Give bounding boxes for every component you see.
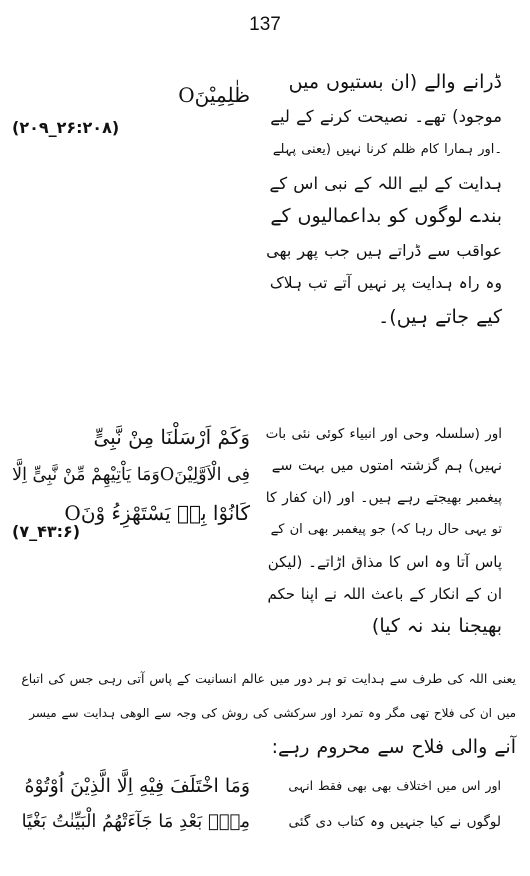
arabic-verse-3 [22, 768, 250, 840]
text-line: ہدایت کے لیے اللہ کے نبی اس کے [269, 173, 502, 193]
text-line: کیے جاتے ہیں)۔ [378, 305, 502, 328]
text-line: ان کے انکار کے باعث اللہ نے اپنا حکم [267, 585, 502, 603]
verse-reference-1: (۲۶:۲۰۸_۲۰۹) [12, 118, 120, 137]
text-line: بندے لوگوں کو بداعمالیوں کے [270, 205, 502, 227]
urdu-translation-3 [285, 768, 501, 840]
text-line: اور اس میں اختلاف بھی بھی فقط انہی [288, 778, 501, 793]
verse-line: کَانُوْا بِهٖ یَسْتَهْزِءُ وْنَO [64, 501, 250, 525]
text-line: ڈرانے والے (ان بستیوں میں [288, 71, 502, 93]
verse-reference-2: (۴۳:۶_۷) [12, 522, 81, 541]
text-line: تو یہی حال رہا کہ) جو پیغمبر بھی ان کے [270, 522, 502, 537]
text-line: اور (سلسلہ وحی اور انبیاء کوئی نئی بات [265, 426, 502, 442]
verse-line: مِنْۢ بَعْدِ مَا جَآءَتْهُمُ الْبَیِّنٰتُ بَغْیًا [21, 811, 250, 832]
page-number: 137 [249, 14, 281, 35]
text-line: یعنی اللہ کی طرف سے ہدایت تو ہر دور میں عالم انسانیت کے پاس آتی رہی جس کی اتباع [21, 671, 516, 686]
text-line: بھیجنا بند نہ کیا) [371, 615, 502, 637]
urdu-translation-2 [265, 418, 502, 642]
arabic-verse-1: ظٰلِمِیْنَO [178, 83, 250, 107]
verse-line: وَکَمْ اَرْسَلْنَا مِنْ نَّبِیٍّ [93, 425, 250, 449]
urdu-translation-1 [265, 66, 502, 334]
text-line: عواقب سے ڈراتے ہیں جب پھر بھی [266, 240, 502, 260]
verse-line: فِی الْاَوَّلِیْنَOوَمَا یَاْتِیْهِمْ مِّنْ نَّبِیٍّ اِلَّا [12, 465, 250, 485]
text-line: موجود) تھے۔ نصیحت کرنے کے لیے [270, 106, 502, 126]
text-line: پیغمبر بھیجتے رہے ہیں۔ اور (ان کفار کا [265, 490, 502, 506]
arabic-verse-2 [12, 418, 250, 532]
text-line: نہیں) ہم گزشتہ امتوں میں بہت سے [271, 458, 502, 474]
text-line: ۔اور ہمارا کام ظلم کرنا نہیں (یعنی پہلے [272, 142, 502, 157]
text-line: وہ راہ ہدایت پر نہیں آتے تب ہلاک [269, 274, 502, 292]
text-line: آنے والی فلاح سے محروم رہے: [271, 736, 516, 758]
text-line: میں ان کی فلاح تھی مگر وہ تمرد اور سرکشی کی روش کی وجہ سے الوھی ہدایت سے میسر [29, 706, 516, 720]
commentary-paragraph [14, 662, 516, 764]
verse-line: وَمَا اخْتَلَفَ فِیْهِ اِلَّا الَّذِیْنَ اُوْتُوْهُ [24, 775, 250, 797]
text-line: پاس آتا وہ اس کا مذاق اڑاتے۔ (لیکن [267, 553, 502, 571]
text-line: لوگوں نے کیا جنہیں وہ کتاب دی گئی [288, 814, 501, 830]
